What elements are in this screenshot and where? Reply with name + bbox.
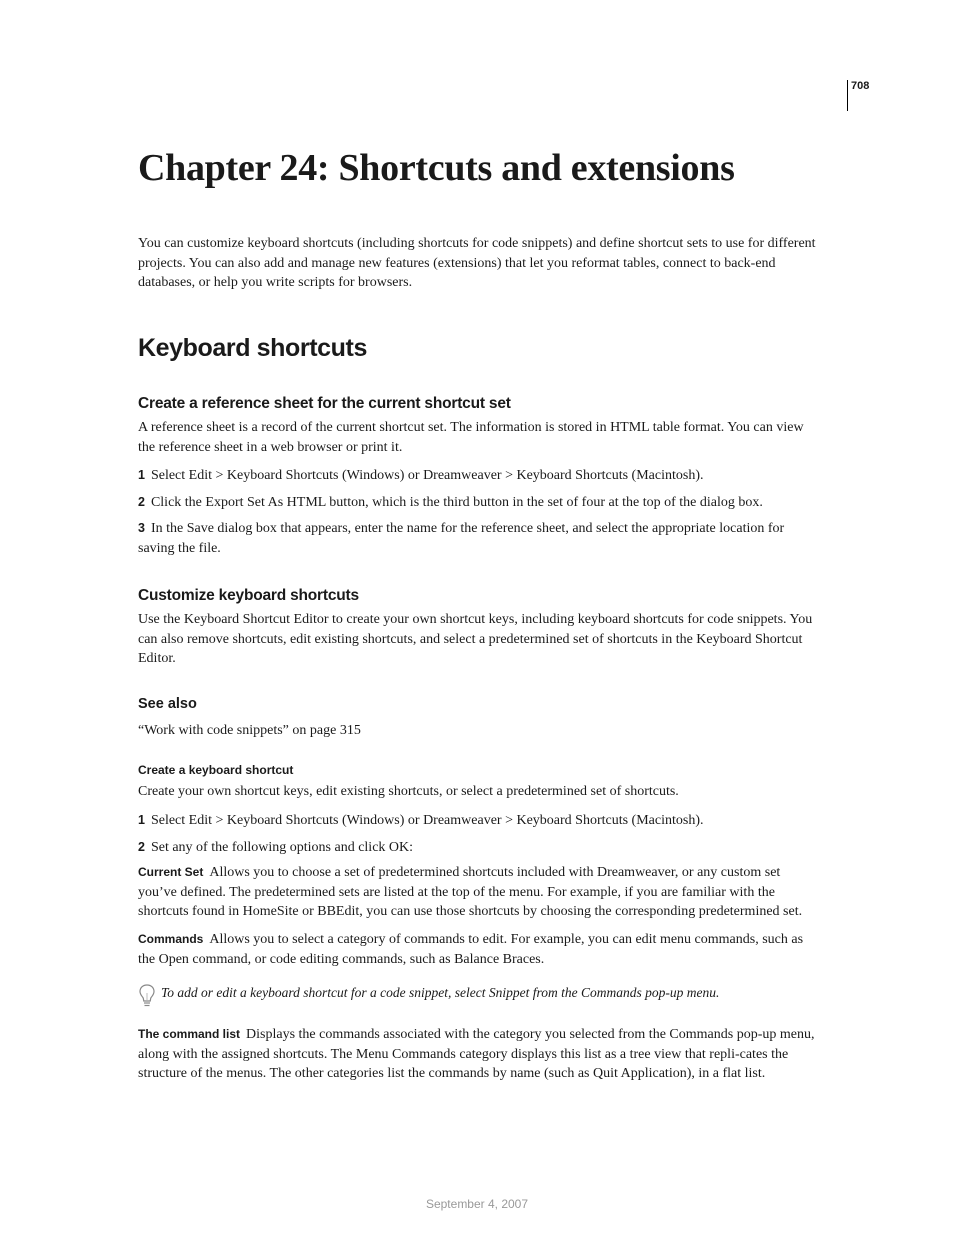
subheading-reference-sheet: Create a reference sheet for the current shortcut set	[138, 395, 511, 412]
create-step-2	[138, 838, 818, 858]
chapter-title: Chapter 24: Shortcuts and extensions	[138, 147, 735, 189]
option-term: Current Set	[138, 865, 204, 879]
step-number: 2	[138, 840, 145, 854]
section-heading-keyboard-shortcuts: Keyboard shortcuts	[138, 334, 367, 362]
reference-sheet-body: A reference sheet is a record of the current shortcut set. The information is stored in HTML table format. You can view the reference sheet in a web browser or print it.	[138, 420, 804, 455]
option-text: Allows you to select a category of commands to edit. For example, you can edit menu commands, such as the Open command, or code editing commands, such as Balance Braces.	[138, 932, 804, 967]
subheading-customize: Customize keyboard shortcuts	[138, 587, 359, 604]
step-number: 2	[138, 495, 145, 509]
page-number-rule	[847, 80, 848, 111]
lightbulb-icon	[138, 983, 156, 1009]
option-text: Allows you to choose a set of predetermined shortcuts included with Dreamweaver, or any custom set you’ve defined. The predetermined sets are listed at the top of the menu. For example, if you are familiar with the shortcuts found in HomeSite or BBEdit, you can use those shortcuts by choosing the corresponding predetermined set.	[138, 865, 803, 920]
page-number: 708	[851, 80, 870, 92]
tip-text: To add or edit a keyboard shortcut for a code snippet, select Snippet from the Commands pop-up menu.	[161, 985, 720, 1000]
step-number: 3	[138, 521, 145, 535]
option-current-set	[138, 863, 818, 922]
option-term: Commands	[138, 932, 204, 946]
step-text: Select Edit > Keyboard Shortcuts (Windows) or Dreamweaver > Keyboard Shortcuts (Macintosh).	[150, 813, 704, 828]
step-text: Select Edit > Keyboard Shortcuts (Windows) or Dreamweaver > Keyboard Shortcuts (Macintosh).	[150, 468, 704, 483]
option-command-list	[138, 1025, 818, 1084]
intro-paragraph: You can customize keyboard shortcuts (including shortcuts for code snippets) and define shortcut sets to use for different projects. You can also add and manage new features (extensions) that let you reformat tables, connect to back-end databases, or help you write scripts for browsers.	[138, 236, 816, 291]
step-text: Click the Export Set As HTML button, which is the third button in the set of four at the top of the dialog box.	[150, 495, 763, 510]
reference-step-1	[138, 466, 818, 486]
reference-step-3	[138, 519, 818, 558]
customize-body: Use the Keyboard Shortcut Editor to create your own shortcut keys, including keyboard shortcuts for code snippets. You can also remove shortcuts, edit existing shortcuts, and select a predetermined set of shortcuts in the Keyboard Shortcut Editor.	[138, 612, 813, 667]
option-commands	[138, 930, 818, 969]
create-shortcut-body: Create your own shortcut keys, edit existing shortcuts, or select a predetermined set of shortcuts.	[138, 784, 679, 799]
step-number: 1	[138, 468, 145, 482]
footer-date: September 4, 2007	[425, 1197, 529, 1211]
step-number: 1	[138, 813, 145, 827]
step-text: In the Save dialog box that appears, enter the name for the reference sheet, and select the appropriate location for saving the file.	[138, 521, 785, 556]
option-term: The command list	[138, 1027, 241, 1041]
create-step-1	[138, 811, 818, 831]
reference-step-2	[138, 493, 818, 513]
option-text: Displays the commands associated with the category you selected from the Commands pop-up menu, along with the assigned shortcuts. The Menu Commands category displays this list as a tree view that repli-cates the structure of the menus. The other categories list the commands by name (such as Quit Application), in a flat list.	[138, 1027, 815, 1082]
see-also-heading: See also	[138, 696, 197, 712]
see-also-link[interactable]: “Work with code snippets” on page 315	[138, 723, 361, 738]
create-shortcut-heading: Create a keyboard shortcut	[138, 763, 294, 777]
step-text: Set any of the following options and click OK:	[150, 840, 414, 855]
tip-block	[138, 983, 818, 1011]
